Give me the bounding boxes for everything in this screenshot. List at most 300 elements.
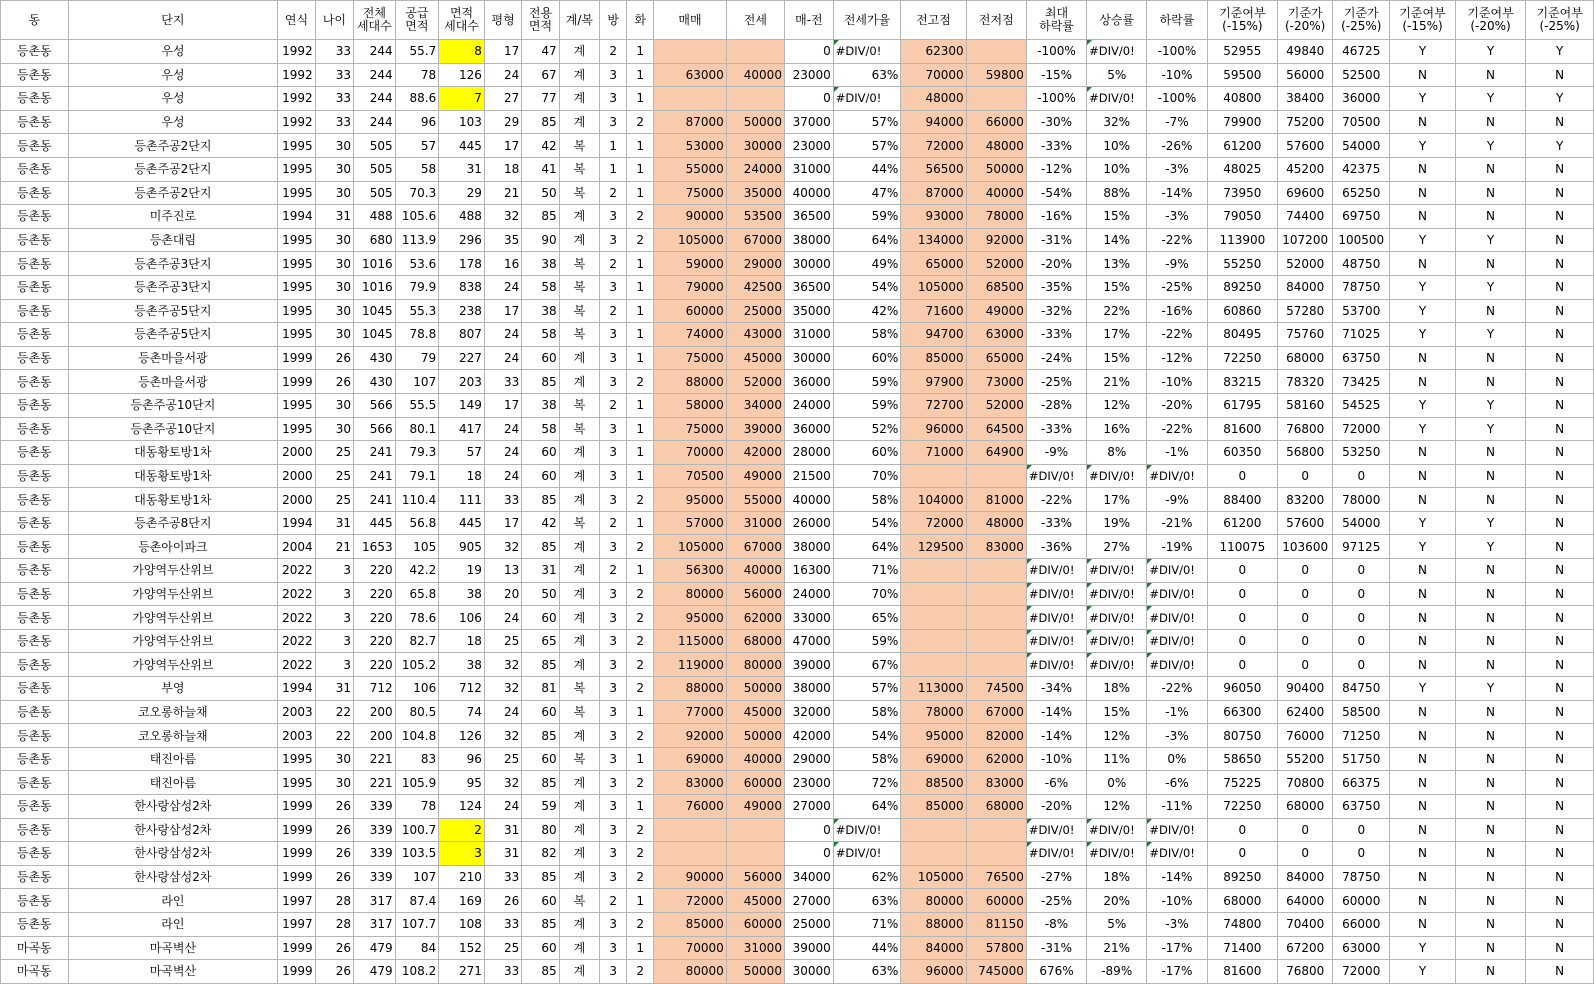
- table-cell[interactable]: 3: [600, 747, 627, 771]
- table-cell[interactable]: 203: [439, 370, 485, 394]
- table-cell[interactable]: N: [1455, 252, 1526, 276]
- table-cell[interactable]: -9%: [1026, 441, 1086, 465]
- table-cell[interactable]: 56300: [654, 559, 727, 583]
- table-cell[interactable]: -21%: [1147, 511, 1207, 535]
- table-cell[interactable]: -33%: [1026, 323, 1086, 347]
- table-cell[interactable]: 85: [522, 912, 559, 936]
- table-cell[interactable]: 21%: [1087, 370, 1147, 394]
- table-cell[interactable]: 68000: [966, 795, 1026, 819]
- table-cell[interactable]: 등촌동: [1, 252, 69, 276]
- table-cell[interactable]: -31%: [1026, 228, 1086, 252]
- table-cell[interactable]: 41: [522, 157, 559, 181]
- table-cell[interactable]: 85000: [654, 912, 727, 936]
- table-cell[interactable]: 54000: [1333, 511, 1390, 535]
- table-cell[interactable]: N: [1526, 275, 1594, 299]
- table-cell[interactable]: N: [1390, 700, 1455, 724]
- table-cell[interactable]: 63000: [966, 323, 1026, 347]
- column-header[interactable]: 동: [1, 1, 69, 40]
- table-cell[interactable]: 대동황토방1차: [68, 441, 278, 465]
- table-cell[interactable]: 30: [315, 393, 353, 417]
- table-cell[interactable]: 0: [1278, 629, 1333, 653]
- table-cell[interactable]: 79: [395, 346, 439, 370]
- table-cell[interactable]: 78.8: [395, 323, 439, 347]
- table-cell[interactable]: 0: [1333, 464, 1390, 488]
- table-cell[interactable]: 74000: [654, 323, 727, 347]
- table-cell[interactable]: 계: [559, 629, 600, 653]
- table-cell[interactable]: N: [1455, 299, 1526, 323]
- table-cell[interactable]: N: [1455, 346, 1526, 370]
- table-cell[interactable]: #DIV/0!: [1026, 842, 1086, 866]
- column-header[interactable]: 면적 세대수: [439, 1, 485, 40]
- table-cell[interactable]: 80750: [1207, 724, 1278, 748]
- table-cell[interactable]: 1999: [278, 818, 315, 842]
- table-cell[interactable]: 3: [600, 818, 627, 842]
- table-cell[interactable]: 23000: [784, 63, 833, 87]
- table-cell[interactable]: N: [1390, 889, 1455, 913]
- table-cell[interactable]: 33: [484, 865, 521, 889]
- table-cell[interactable]: [726, 818, 784, 842]
- table-cell[interactable]: -6%: [1147, 771, 1207, 795]
- table-cell[interactable]: 1: [627, 700, 654, 724]
- table-cell[interactable]: 18%: [1087, 865, 1147, 889]
- table-cell[interactable]: 0: [1207, 842, 1278, 866]
- table-cell[interactable]: 70%: [833, 464, 901, 488]
- table-cell[interactable]: 96: [439, 747, 485, 771]
- table-cell[interactable]: 1: [627, 157, 654, 181]
- table-cell[interactable]: 등촌동: [1, 464, 69, 488]
- table-cell[interactable]: 1045: [354, 323, 396, 347]
- table-cell[interactable]: 79.9: [395, 275, 439, 299]
- table-cell[interactable]: 1995: [278, 157, 315, 181]
- table-cell[interactable]: 39000: [726, 417, 784, 441]
- table-cell[interactable]: 85: [522, 110, 559, 134]
- table-cell[interactable]: Y: [1390, 40, 1455, 64]
- table-cell[interactable]: #DIV/0!: [1087, 559, 1147, 583]
- table-cell[interactable]: 712: [354, 677, 396, 701]
- table-cell[interactable]: 70000: [654, 936, 727, 960]
- table-cell[interactable]: 1995: [278, 747, 315, 771]
- table-cell[interactable]: 복: [559, 134, 600, 158]
- table-cell[interactable]: 라인: [68, 912, 278, 936]
- table-cell[interactable]: 0%: [1087, 771, 1147, 795]
- table-cell[interactable]: 72250: [1207, 795, 1278, 819]
- table-cell[interactable]: 45000: [726, 889, 784, 913]
- table-cell[interactable]: Y: [1390, 134, 1455, 158]
- table-cell[interactable]: 16300: [784, 559, 833, 583]
- table-cell[interactable]: 계: [559, 771, 600, 795]
- table-cell[interactable]: Y: [1455, 87, 1526, 111]
- table-cell[interactable]: 7: [439, 87, 485, 111]
- table-cell[interactable]: 30: [315, 747, 353, 771]
- table-cell[interactable]: 3: [439, 842, 485, 866]
- table-cell[interactable]: 5%: [1087, 912, 1147, 936]
- table-cell[interactable]: #DIV/0!: [1026, 464, 1086, 488]
- table-cell[interactable]: 3: [600, 535, 627, 559]
- table-cell[interactable]: -35%: [1026, 275, 1086, 299]
- table-cell[interactable]: 85: [522, 535, 559, 559]
- table-cell[interactable]: 57000: [654, 511, 727, 535]
- column-header[interactable]: 전체 세대수: [354, 1, 396, 40]
- table-cell[interactable]: 73000: [966, 370, 1026, 394]
- table-cell[interactable]: 1: [627, 252, 654, 276]
- table-cell[interactable]: N: [1390, 464, 1455, 488]
- table-cell[interactable]: 3: [600, 275, 627, 299]
- table-cell[interactable]: 103: [439, 110, 485, 134]
- table-cell[interactable]: 계: [559, 40, 600, 64]
- table-cell[interactable]: 등촌주공8단지: [68, 511, 278, 535]
- table-cell[interactable]: 58000: [654, 393, 727, 417]
- table-cell[interactable]: 1: [627, 795, 654, 819]
- table-cell[interactable]: 2: [627, 912, 654, 936]
- table-cell[interactable]: -34%: [1026, 677, 1086, 701]
- table-cell[interactable]: 2: [600, 40, 627, 64]
- column-header[interactable]: 매매: [654, 1, 727, 40]
- table-cell[interactable]: 24: [484, 441, 521, 465]
- table-cell[interactable]: 38400: [1278, 87, 1333, 111]
- table-cell[interactable]: [726, 87, 784, 111]
- table-cell[interactable]: 1: [627, 181, 654, 205]
- table-cell[interactable]: 2: [627, 370, 654, 394]
- table-cell[interactable]: 31: [315, 677, 353, 701]
- table-cell[interactable]: #DIV/0!: [833, 87, 901, 111]
- table-cell[interactable]: -24%: [1026, 346, 1086, 370]
- table-cell[interactable]: [654, 87, 727, 111]
- table-cell[interactable]: N: [1526, 393, 1594, 417]
- table-cell[interactable]: 40000: [726, 63, 784, 87]
- table-cell[interactable]: 18%: [1087, 677, 1147, 701]
- table-cell[interactable]: Y: [1455, 417, 1526, 441]
- table-cell[interactable]: 1: [627, 559, 654, 583]
- table-cell[interactable]: 105000: [901, 865, 966, 889]
- table-cell[interactable]: N: [1526, 370, 1594, 394]
- table-cell[interactable]: 등촌주공2단지: [68, 157, 278, 181]
- table-cell[interactable]: 등촌동: [1, 275, 69, 299]
- table-cell[interactable]: 3: [315, 629, 353, 653]
- table-cell[interactable]: 1: [627, 511, 654, 535]
- table-cell[interactable]: N: [1455, 912, 1526, 936]
- table-cell[interactable]: 92000: [966, 228, 1026, 252]
- table-cell[interactable]: 85: [522, 724, 559, 748]
- table-cell[interactable]: 67: [522, 63, 559, 87]
- table-cell[interactable]: 계: [559, 488, 600, 512]
- table-cell[interactable]: 등촌동: [1, 818, 69, 842]
- table-cell[interactable]: 210: [439, 865, 485, 889]
- table-cell[interactable]: 65250: [1333, 181, 1390, 205]
- table-cell[interactable]: 가양역두산위브: [68, 582, 278, 606]
- table-cell[interactable]: -9%: [1147, 252, 1207, 276]
- table-cell[interactable]: 33: [315, 87, 353, 111]
- table-cell[interactable]: 52000: [1278, 252, 1333, 276]
- table-cell[interactable]: 0: [1333, 842, 1390, 866]
- table-cell[interactable]: 70.3: [395, 181, 439, 205]
- table-cell[interactable]: 58: [522, 275, 559, 299]
- table-cell[interactable]: 0: [1207, 464, 1278, 488]
- table-cell[interactable]: 90400: [1278, 677, 1333, 701]
- table-cell[interactable]: 60: [522, 346, 559, 370]
- table-cell[interactable]: 220: [354, 653, 396, 677]
- table-cell[interactable]: 1994: [278, 677, 315, 701]
- table-cell[interactable]: -14%: [1147, 865, 1207, 889]
- table-cell[interactable]: N: [1455, 889, 1526, 913]
- table-cell[interactable]: 87000: [654, 110, 727, 134]
- table-cell[interactable]: 33: [315, 110, 353, 134]
- table-cell[interactable]: 55.7: [395, 40, 439, 64]
- table-cell[interactable]: 64%: [833, 228, 901, 252]
- table-cell[interactable]: 3: [600, 865, 627, 889]
- table-cell[interactable]: N: [1526, 63, 1594, 87]
- table-cell[interactable]: 72000: [901, 511, 966, 535]
- table-cell[interactable]: -30%: [1026, 110, 1086, 134]
- table-cell[interactable]: 36500: [784, 275, 833, 299]
- table-cell[interactable]: [901, 629, 966, 653]
- table-cell[interactable]: 59000: [654, 252, 727, 276]
- table-cell[interactable]: 32: [484, 205, 521, 229]
- table-cell[interactable]: 50: [522, 582, 559, 606]
- table-cell[interactable]: [654, 818, 727, 842]
- table-cell[interactable]: 등촌동: [1, 771, 69, 795]
- table-cell[interactable]: 37000: [784, 110, 833, 134]
- table-cell[interactable]: 1992: [278, 87, 315, 111]
- table-cell[interactable]: 59%: [833, 393, 901, 417]
- table-cell[interactable]: -20%: [1026, 252, 1086, 276]
- table-cell[interactable]: 1: [627, 346, 654, 370]
- table-cell[interactable]: -19%: [1147, 535, 1207, 559]
- table-cell[interactable]: [966, 818, 1026, 842]
- table-cell[interactable]: N: [1526, 511, 1594, 535]
- table-cell[interactable]: -22%: [1147, 228, 1207, 252]
- table-cell[interactable]: 1995: [278, 252, 315, 276]
- table-cell[interactable]: 36500: [784, 205, 833, 229]
- table-cell[interactable]: 82000: [966, 724, 1026, 748]
- table-cell[interactable]: 95: [439, 771, 485, 795]
- table-cell[interactable]: 17: [484, 393, 521, 417]
- table-cell[interactable]: 2: [627, 606, 654, 630]
- table-cell[interactable]: 71025: [1333, 323, 1390, 347]
- table-cell[interactable]: 105000: [654, 228, 727, 252]
- table-cell[interactable]: 3: [600, 205, 627, 229]
- column-header[interactable]: 기준가 (-25%): [1333, 1, 1390, 40]
- table-cell[interactable]: Y: [1455, 677, 1526, 701]
- table-cell[interactable]: 2022: [278, 606, 315, 630]
- table-cell[interactable]: 72000: [901, 134, 966, 158]
- table-cell[interactable]: N: [1390, 747, 1455, 771]
- table-cell[interactable]: 221: [354, 771, 396, 795]
- table-cell[interactable]: 31000: [726, 511, 784, 535]
- table-cell[interactable]: N: [1526, 228, 1594, 252]
- table-cell[interactable]: 58%: [833, 323, 901, 347]
- table-cell[interactable]: 16%: [1087, 417, 1147, 441]
- table-cell[interactable]: 96050: [1207, 677, 1278, 701]
- table-cell[interactable]: 복: [559, 299, 600, 323]
- table-cell[interactable]: N: [1526, 488, 1594, 512]
- table-cell[interactable]: 72000: [1333, 417, 1390, 441]
- table-cell[interactable]: 11%: [1087, 747, 1147, 771]
- table-cell[interactable]: 169: [439, 889, 485, 913]
- table-cell[interactable]: 복: [559, 700, 600, 724]
- table-cell[interactable]: 36000: [784, 370, 833, 394]
- table-cell[interactable]: 52000: [966, 252, 1026, 276]
- table-cell[interactable]: 26: [315, 346, 353, 370]
- table-cell[interactable]: 2: [627, 629, 654, 653]
- table-cell[interactable]: 85: [522, 370, 559, 394]
- table-cell[interactable]: 108: [439, 912, 485, 936]
- table-cell[interactable]: 18: [484, 157, 521, 181]
- table-cell[interactable]: 1995: [278, 771, 315, 795]
- table-cell[interactable]: N: [1526, 629, 1594, 653]
- column-header[interactable]: 화: [627, 1, 654, 40]
- table-cell[interactable]: #DIV/0!: [1087, 653, 1147, 677]
- table-cell[interactable]: 105000: [901, 275, 966, 299]
- table-cell[interactable]: -10%: [1147, 370, 1207, 394]
- table-cell[interactable]: 우성: [68, 40, 278, 64]
- table-cell[interactable]: 등촌동: [1, 40, 69, 64]
- table-cell[interactable]: N: [1390, 63, 1455, 87]
- table-cell[interactable]: [726, 40, 784, 64]
- table-cell[interactable]: #DIV/0!: [1087, 629, 1147, 653]
- table-cell[interactable]: 93000: [901, 205, 966, 229]
- table-cell[interactable]: 106: [395, 677, 439, 701]
- table-cell[interactable]: 107: [395, 370, 439, 394]
- table-cell[interactable]: 49840: [1278, 40, 1333, 64]
- table-cell[interactable]: [726, 842, 784, 866]
- table-cell[interactable]: 81600: [1207, 417, 1278, 441]
- table-cell[interactable]: N: [1390, 629, 1455, 653]
- table-cell[interactable]: 계: [559, 87, 600, 111]
- table-cell[interactable]: 등촌동: [1, 795, 69, 819]
- table-cell[interactable]: -36%: [1026, 535, 1086, 559]
- table-cell[interactable]: N: [1455, 724, 1526, 748]
- table-cell[interactable]: 83000: [966, 535, 1026, 559]
- table-cell[interactable]: 3: [600, 677, 627, 701]
- table-cell[interactable]: 31000: [784, 323, 833, 347]
- table-cell[interactable]: N: [1390, 252, 1455, 276]
- table-cell[interactable]: 등촌동: [1, 346, 69, 370]
- table-cell[interactable]: N: [1526, 747, 1594, 771]
- table-cell[interactable]: 85: [522, 488, 559, 512]
- table-cell[interactable]: 807: [439, 323, 485, 347]
- table-cell[interactable]: 82: [522, 842, 559, 866]
- table-cell[interactable]: 등촌주공10단지: [68, 393, 278, 417]
- table-cell[interactable]: 대동황토방1차: [68, 464, 278, 488]
- table-cell[interactable]: 1: [627, 275, 654, 299]
- table-cell[interactable]: 27000: [784, 795, 833, 819]
- table-cell[interactable]: 코오롱하늘채: [68, 724, 278, 748]
- table-cell[interactable]: 60: [522, 606, 559, 630]
- table-cell[interactable]: #DIV/0!: [1087, 842, 1147, 866]
- table-cell[interactable]: 21500: [784, 464, 833, 488]
- table-cell[interactable]: 34000: [726, 393, 784, 417]
- table-cell[interactable]: 42: [522, 511, 559, 535]
- table-cell[interactable]: 58160: [1278, 393, 1333, 417]
- table-cell[interactable]: -100%: [1147, 87, 1207, 111]
- table-cell[interactable]: Y: [1390, 299, 1455, 323]
- table-cell[interactable]: 74800: [1207, 912, 1278, 936]
- table-cell[interactable]: 등촌주공3단지: [68, 252, 278, 276]
- table-cell[interactable]: 3: [600, 417, 627, 441]
- table-cell[interactable]: 56000: [726, 865, 784, 889]
- table-cell[interactable]: N: [1455, 818, 1526, 842]
- table-cell[interactable]: 129500: [901, 535, 966, 559]
- table-cell[interactable]: 49000: [726, 464, 784, 488]
- table-cell[interactable]: [966, 653, 1026, 677]
- table-cell[interactable]: 57: [439, 441, 485, 465]
- table-cell[interactable]: 1995: [278, 275, 315, 299]
- table-cell[interactable]: 21: [315, 535, 353, 559]
- table-cell[interactable]: 339: [354, 865, 396, 889]
- table-cell[interactable]: #DIV/0!: [1087, 87, 1147, 111]
- table-cell[interactable]: 62000: [726, 606, 784, 630]
- table-cell[interactable]: 3: [600, 912, 627, 936]
- table-cell[interactable]: 95000: [654, 606, 727, 630]
- table-cell[interactable]: 119000: [654, 653, 727, 677]
- table-cell[interactable]: 25: [315, 488, 353, 512]
- table-cell[interactable]: 57280: [1278, 299, 1333, 323]
- column-header[interactable]: 기준여부 (-15%): [1207, 1, 1278, 40]
- table-cell[interactable]: 2: [627, 205, 654, 229]
- table-cell[interactable]: -11%: [1147, 795, 1207, 819]
- table-cell[interactable]: 3: [600, 582, 627, 606]
- table-cell[interactable]: 64000: [1278, 889, 1333, 913]
- table-cell[interactable]: 등촌동: [1, 559, 69, 583]
- table-cell[interactable]: N: [1526, 417, 1594, 441]
- table-cell[interactable]: 계: [559, 205, 600, 229]
- table-cell[interactable]: 85000: [901, 346, 966, 370]
- table-cell[interactable]: 1999: [278, 842, 315, 866]
- table-cell[interactable]: 29: [439, 181, 485, 205]
- table-cell[interactable]: Y: [1455, 535, 1526, 559]
- column-header[interactable]: 상승률: [1087, 1, 1147, 40]
- table-cell[interactable]: 42500: [726, 275, 784, 299]
- table-cell[interactable]: 3: [600, 323, 627, 347]
- table-cell[interactable]: 78000: [901, 700, 966, 724]
- table-cell[interactable]: 25000: [784, 912, 833, 936]
- table-cell[interactable]: 등촌동: [1, 323, 69, 347]
- table-cell[interactable]: 30000: [784, 346, 833, 370]
- table-cell[interactable]: 61200: [1207, 134, 1278, 158]
- table-cell[interactable]: 15%: [1087, 700, 1147, 724]
- table-cell[interactable]: 3: [600, 464, 627, 488]
- table-cell[interactable]: 71600: [901, 299, 966, 323]
- table-cell[interactable]: 88000: [654, 370, 727, 394]
- table-cell[interactable]: 62000: [966, 747, 1026, 771]
- table-cell[interactable]: 복: [559, 889, 600, 913]
- table-cell[interactable]: N: [1526, 842, 1594, 866]
- table-cell[interactable]: -9%: [1147, 488, 1207, 512]
- table-cell[interactable]: 84000: [1278, 275, 1333, 299]
- table-cell[interactable]: 76000: [1278, 724, 1333, 748]
- table-cell[interactable]: -31%: [1026, 936, 1086, 960]
- table-cell[interactable]: -1%: [1147, 441, 1207, 465]
- table-cell[interactable]: 1: [627, 889, 654, 913]
- table-cell[interactable]: 21: [484, 181, 521, 205]
- table-cell[interactable]: 68000: [726, 629, 784, 653]
- table-cell[interactable]: 83000: [654, 771, 727, 795]
- table-cell[interactable]: 24: [484, 275, 521, 299]
- table-cell[interactable]: 40000: [784, 488, 833, 512]
- table-cell[interactable]: 30: [315, 157, 353, 181]
- table-cell[interactable]: 43000: [726, 323, 784, 347]
- table-cell[interactable]: N: [1455, 771, 1526, 795]
- table-cell[interactable]: 66375: [1333, 771, 1390, 795]
- table-cell[interactable]: 등촌주공2단지: [68, 134, 278, 158]
- table-cell[interactable]: 60: [522, 936, 559, 960]
- table-cell[interactable]: 54%: [833, 275, 901, 299]
- table-cell[interactable]: 38: [522, 299, 559, 323]
- table-cell[interactable]: 1994: [278, 511, 315, 535]
- table-cell[interactable]: 56800: [1278, 441, 1333, 465]
- table-cell[interactable]: 가양역두산위브: [68, 559, 278, 583]
- table-cell[interactable]: 77000: [654, 700, 727, 724]
